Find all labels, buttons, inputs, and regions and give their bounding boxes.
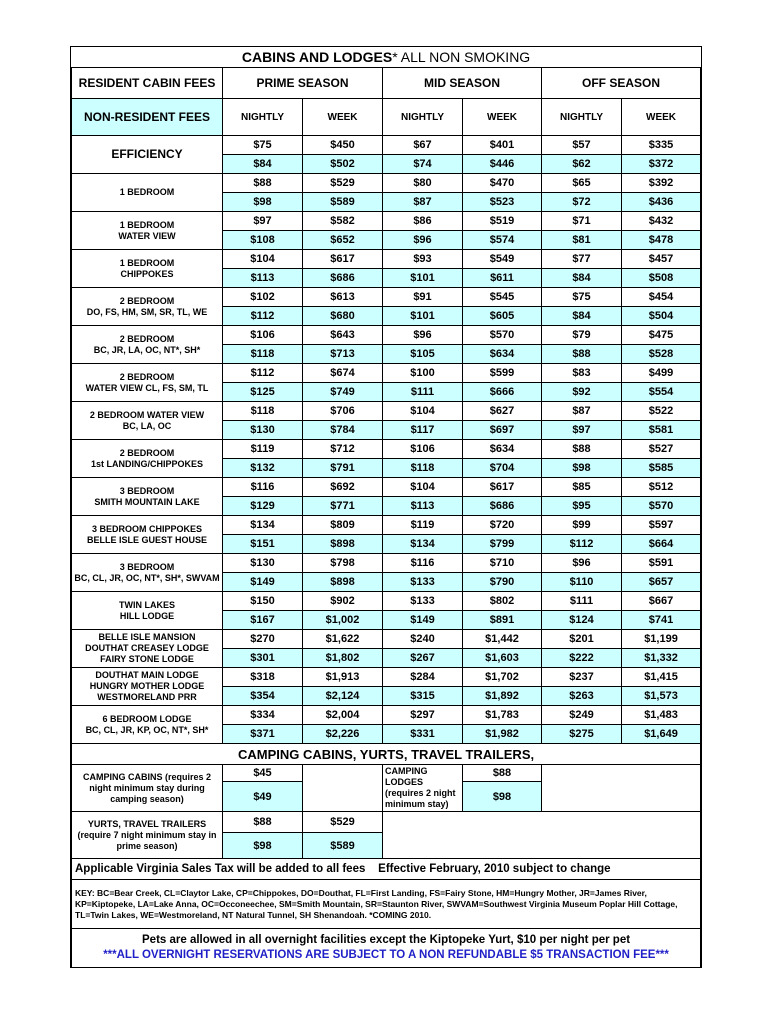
resident-rate-cell: $106	[383, 440, 463, 459]
resident-rate-cell: $634	[463, 440, 542, 459]
nonresident-rate-cell: $149	[223, 573, 303, 592]
resident-rate-cell: $902	[303, 592, 383, 611]
resident-rate-cell: $2,004	[303, 706, 383, 725]
camping-rates-table	[71, 744, 701, 968]
prime-season-header: PRIME SEASON	[223, 68, 383, 99]
camping-lodges-nonresident: $98	[463, 782, 542, 812]
resident-rate-cell: $240	[383, 630, 463, 649]
cabin-type-label	[72, 136, 223, 174]
cabin-type-line: FAIRY STONE LODGE	[100, 654, 194, 664]
resident-rate-cell: $617	[463, 478, 542, 497]
resident-rate-cell: $96	[542, 554, 622, 573]
cabin-type-label	[72, 630, 223, 668]
resident-rate-cell: $627	[463, 402, 542, 421]
cabin-type-line: WATER VIEW	[118, 230, 176, 241]
cabin-type-line: 2 BEDROOM	[119, 295, 175, 306]
cabin-type-line: BC, LA, OC	[122, 420, 172, 431]
nonresident-rate-cell: $134	[383, 535, 463, 554]
cabin-type-line: 1 BEDROOM	[119, 257, 175, 268]
nonresident-rate-cell: $790	[463, 573, 542, 592]
nonresident-rate-cell: $117	[383, 421, 463, 440]
nonresident-rate-cell: $666	[463, 383, 542, 402]
cabin-type-line: WESTMORELAND PRR	[97, 692, 197, 702]
resident-rate-cell: $133	[383, 592, 463, 611]
resident-rate-cell: $88	[223, 174, 303, 193]
nonresident-rate-cell: $574	[463, 231, 542, 250]
resident-rate-cell: $116	[383, 554, 463, 573]
nonresident-rate-cell: $132	[223, 459, 303, 478]
nonresident-rate-cell: $88	[542, 345, 622, 364]
resident-rate-cell: $522	[622, 402, 701, 421]
nonresident-rate-cell: $585	[622, 459, 701, 478]
nonresident-rate-cell: $81	[542, 231, 622, 250]
nonresident-rate-cell: $446	[463, 155, 542, 174]
resident-rate-cell: $80	[383, 174, 463, 193]
resident-rate-cell: $706	[303, 402, 383, 421]
nonresident-rate-cell: $1,649	[622, 725, 701, 744]
cabin-type-line: WATER VIEW CL, FS, SM, TL	[85, 382, 209, 393]
resident-rate-cell: $597	[622, 516, 701, 535]
resident-rate-cell: $86	[383, 212, 463, 231]
nonresident-rate-cell: $112	[542, 535, 622, 554]
nonresident-rate-cell: $92	[542, 383, 622, 402]
cabin-type-label	[72, 174, 223, 212]
resident-rate-cell: $118	[223, 402, 303, 421]
nonresident-rate-cell: $118	[383, 459, 463, 478]
resident-rate-cell: $104	[383, 402, 463, 421]
cabin-type-line: DO, FS, HM, SM, SR, TL, WE	[86, 306, 208, 317]
resident-rate-cell: $270	[223, 630, 303, 649]
off-nightly-header: NIGHTLY	[542, 99, 622, 136]
nonresident-rate-cell: $96	[383, 231, 463, 250]
nonresident-rate-cell: $1,002	[303, 611, 383, 630]
resident-fees-header: RESIDENT CABIN FEES	[72, 68, 223, 99]
resident-rate-cell: $454	[622, 288, 701, 307]
resident-rate-cell: $57	[542, 136, 622, 155]
resident-rate-cell: $432	[622, 212, 701, 231]
transaction-fee-notice: ***ALL OVERNIGHT RESERVATIONS ARE SUBJECT TO A NON REFUNDABLE $5 TRANSACTION FEE***	[103, 949, 669, 961]
nonresident-rate-cell: $118	[223, 345, 303, 364]
nonresident-rate-cell: $354	[223, 687, 303, 706]
resident-rate-cell: $582	[303, 212, 383, 231]
resident-rate-cell: $104	[223, 250, 303, 269]
nonresident-rate-cell: $713	[303, 345, 383, 364]
cabin-type-line: 3 BEDROOM	[119, 561, 175, 572]
resident-rate-cell: $512	[622, 478, 701, 497]
cabin-type-line: CHIPPOKES	[120, 268, 174, 279]
mid-season-header: MID SEASON	[383, 68, 542, 99]
resident-rate-cell: $667	[622, 592, 701, 611]
resident-rate-cell: $87	[542, 402, 622, 421]
cabin-type-line: 1 BEDROOM	[119, 187, 175, 197]
nonresident-rate-cell: $898	[303, 573, 383, 592]
resident-rate-cell: $499	[622, 364, 701, 383]
resident-rate-cell: $1,199	[622, 630, 701, 649]
resident-rate-cell: $67	[383, 136, 463, 155]
nonresident-rate-cell: $605	[463, 307, 542, 326]
nonresident-rate-cell: $112	[223, 307, 303, 326]
nonresident-rate-cell: $502	[303, 155, 383, 174]
nonresident-fees-header: NON-RESIDENT FEES	[72, 99, 223, 136]
nonresident-rate-cell: $680	[303, 307, 383, 326]
nonresident-rate-cell: $697	[463, 421, 542, 440]
resident-rate-cell: $529	[303, 174, 383, 193]
resident-rate-cell: $470	[463, 174, 542, 193]
nonresident-rate-cell: $741	[622, 611, 701, 630]
cabin-type-line: 2 BEDROOM WATER VIEW	[89, 409, 205, 420]
cabin-type-label	[72, 668, 223, 706]
pets-policy	[72, 929, 701, 968]
nonresident-rate-cell: $87	[383, 193, 463, 212]
resident-rate-cell: $112	[223, 364, 303, 383]
camping-cabins-label: CAMPING CABINS (requires 2 night minimum stay during camping season)	[72, 765, 223, 812]
camping-lodges-resident: $88	[463, 765, 542, 782]
nonresident-rate-cell: $124	[542, 611, 622, 630]
resident-rate-cell: $150	[223, 592, 303, 611]
resident-rate-cell: $88	[542, 440, 622, 459]
nonresident-rate-cell: $167	[223, 611, 303, 630]
resident-rate-cell: $710	[463, 554, 542, 573]
nonresident-rate-cell: $664	[622, 535, 701, 554]
nonresident-rate-cell: $1,573	[622, 687, 701, 706]
nonresident-rate-cell: $898	[303, 535, 383, 554]
nonresident-rate-cell: $2,226	[303, 725, 383, 744]
nonresident-rate-cell: $98	[542, 459, 622, 478]
nonresident-rate-cell: $508	[622, 269, 701, 288]
cabin-type-label	[72, 288, 223, 326]
resident-rate-cell: $297	[383, 706, 463, 725]
cabin-type-label	[72, 212, 223, 250]
cabin-type-line: TWIN LAKES	[119, 599, 175, 610]
resident-rate-cell: $75	[223, 136, 303, 155]
cabin-type-label	[72, 440, 223, 478]
cabin-type-line: SMITH MOUNTAIN LAKE	[94, 496, 200, 507]
nonresident-rate-cell: $105	[383, 345, 463, 364]
resident-rate-cell: $75	[542, 288, 622, 307]
resident-rate-cell: $111	[542, 592, 622, 611]
resident-rate-cell: $116	[223, 478, 303, 497]
yurts-empty	[383, 812, 701, 859]
nonresident-rate-cell: $2,124	[303, 687, 383, 706]
resident-rate-cell: $97	[223, 212, 303, 231]
page-title-rest: * ALL NON SMOKING	[392, 49, 531, 65]
resident-rate-cell: $545	[463, 288, 542, 307]
cabin-type-line: 3 BEDROOM CHIPPOKES	[91, 523, 203, 534]
resident-rate-cell: $401	[463, 136, 542, 155]
yurts-label: YURTS, TRAVEL TRAILERS (require 7 night minimum stay in prime season)	[72, 812, 223, 859]
nonresident-rate-cell: $1,603	[463, 649, 542, 668]
off-season-header: OFF SEASON	[542, 68, 701, 99]
cabin-type-label	[72, 402, 223, 440]
cabin-type-label	[72, 592, 223, 630]
nonresident-rate-cell: $315	[383, 687, 463, 706]
resident-rate-cell: $643	[303, 326, 383, 345]
resident-rate-cell: $1,415	[622, 668, 701, 687]
nonresident-rate-cell: $1,802	[303, 649, 383, 668]
nonresident-rate-cell: $686	[303, 269, 383, 288]
cabin-type-line: 3 BEDROOM	[119, 485, 175, 496]
park-key: KEY: BC=Bear Creek, CL=Claytor Lake, CP=Chippokes, DO=Douthat, FL=First Landing, FS=Fairy Stone, HM=Hungry Mother, JR=James River, KP=Kiptopeke, LA=Lake Anna, OC=Occoneechee, SM=Smith Mountain, SR=Staunton River, SWVAM=Southwest Virginia Museum Poplar Hill Cottage, TL=Twin Lakes, WE=Westmoreland, NT Natural Tunnel, SH Shenandoah. *COMING 2010.	[72, 880, 701, 929]
nonresident-rate-cell: $267	[383, 649, 463, 668]
nonresident-rate-cell: $130	[223, 421, 303, 440]
nonresident-rate-cell: $129	[223, 497, 303, 516]
resident-rate-cell: $71	[542, 212, 622, 231]
camping-cabins-resident: $45	[223, 765, 303, 782]
prime-nightly-header: NIGHTLY	[223, 99, 303, 136]
nonresident-rate-cell: $133	[383, 573, 463, 592]
cabin-type-line: BELLE ISLE GUEST HOUSE	[86, 534, 207, 545]
nonresident-rate-cell: $611	[463, 269, 542, 288]
resident-rate-cell: $284	[383, 668, 463, 687]
nonresident-rate-cell: $101	[383, 307, 463, 326]
nonresident-rate-cell: $799	[463, 535, 542, 554]
cabin-rates-table	[71, 47, 701, 744]
nonresident-rate-cell: $371	[223, 725, 303, 744]
resident-rate-cell: $335	[622, 136, 701, 155]
nonresident-rate-cell: $478	[622, 231, 701, 250]
resident-rate-cell: $104	[383, 478, 463, 497]
yurts-nonresident-week: $589	[303, 833, 383, 859]
resident-rate-cell: $77	[542, 250, 622, 269]
cabin-type-label	[72, 516, 223, 554]
nonresident-rate-cell: $791	[303, 459, 383, 478]
resident-rate-cell: $201	[542, 630, 622, 649]
tax-note: Applicable Virginia Sales Tax will be added to all fees Effective February, 2010 subject to change	[72, 859, 701, 880]
nonresident-rate-cell: $1,982	[463, 725, 542, 744]
nonresident-rate-cell: $84	[542, 307, 622, 326]
yurts-resident-week: $529	[303, 812, 383, 833]
nonresident-rate-cell: $1,892	[463, 687, 542, 706]
resident-rate-cell: $96	[383, 326, 463, 345]
cabin-type-label	[72, 706, 223, 744]
cabin-type-line: 2 BEDROOM	[119, 333, 175, 344]
resident-rate-cell: $99	[542, 516, 622, 535]
cabin-type-label	[72, 478, 223, 516]
resident-rate-cell: $65	[542, 174, 622, 193]
camping-cabins-nonresident: $49	[223, 782, 303, 812]
nonresident-rate-cell: $657	[622, 573, 701, 592]
resident-rate-cell: $712	[303, 440, 383, 459]
resident-rate-cell: $519	[463, 212, 542, 231]
cabin-type-line: HILL LODGE	[119, 610, 175, 621]
nonresident-rate-cell: $263	[542, 687, 622, 706]
nonresident-rate-cell: $1,332	[622, 649, 701, 668]
resident-rate-cell: $83	[542, 364, 622, 383]
nonresident-rate-cell: $113	[223, 269, 303, 288]
cabin-type-line: DOUTHAT MAIN LODGE	[95, 670, 199, 680]
nonresident-rate-cell: $108	[223, 231, 303, 250]
resident-rate-cell: $91	[383, 288, 463, 307]
nonresident-rate-cell: $331	[383, 725, 463, 744]
resident-rate-cell: $106	[223, 326, 303, 345]
resident-rate-cell: $1,783	[463, 706, 542, 725]
resident-rate-cell: $102	[223, 288, 303, 307]
cabin-type-line: BC, JR, LA, OC, NT*, SH*	[93, 344, 201, 355]
nonresident-rate-cell: $98	[223, 193, 303, 212]
resident-rate-cell: $392	[622, 174, 701, 193]
page-title	[72, 47, 701, 68]
cabin-type-label	[72, 250, 223, 288]
nonresident-rate-cell: $504	[622, 307, 701, 326]
nonresident-rate-cell: $101	[383, 269, 463, 288]
resident-rate-cell: $1,483	[622, 706, 701, 725]
nonresident-rate-cell: $275	[542, 725, 622, 744]
camping-lodges-label: CAMPING LODGES (requires 2 night minimum stay)	[383, 765, 463, 812]
resident-rate-cell: $450	[303, 136, 383, 155]
yurts-resident-nightly: $88	[223, 812, 303, 833]
resident-rate-cell: $599	[463, 364, 542, 383]
nonresident-rate-cell: $84	[223, 155, 303, 174]
resident-rate-cell: $318	[223, 668, 303, 687]
cabin-type-line: BC, CL, JR, KP, OC, NT*, SH*	[85, 724, 209, 735]
resident-rate-cell: $457	[622, 250, 701, 269]
resident-rate-cell: $100	[383, 364, 463, 383]
nonresident-rate-cell: $222	[542, 649, 622, 668]
nonresident-rate-cell: $589	[303, 193, 383, 212]
prime-week-header: WEEK	[303, 99, 383, 136]
camping-lodges-empty	[542, 765, 701, 812]
nonresident-rate-cell: $149	[383, 611, 463, 630]
cabin-type-line: 6 BEDROOM LODGE	[102, 713, 192, 724]
nonresident-rate-cell: $749	[303, 383, 383, 402]
nonresident-rate-cell: $125	[223, 383, 303, 402]
nonresident-rate-cell: $891	[463, 611, 542, 630]
resident-rate-cell: $591	[622, 554, 701, 573]
resident-rate-cell: $1,442	[463, 630, 542, 649]
nonresident-rate-cell: $72	[542, 193, 622, 212]
cabin-type-label	[72, 364, 223, 402]
resident-rate-cell: $237	[542, 668, 622, 687]
nonresident-rate-cell: $95	[542, 497, 622, 516]
cabin-type-line: DOUTHAT CREASEY LODGE	[85, 643, 209, 653]
camping-section-title: CAMPING CABINS, YURTS, TRAVEL TRAILERS,	[72, 744, 701, 765]
nonresident-rate-cell: $84	[542, 269, 622, 288]
resident-rate-cell: $1,702	[463, 668, 542, 687]
cabin-type-line: BELLE ISLE MANSION	[98, 632, 196, 642]
nonresident-rate-cell: $771	[303, 497, 383, 516]
nonresident-rate-cell: $634	[463, 345, 542, 364]
nonresident-rate-cell: $111	[383, 383, 463, 402]
resident-rate-cell: $549	[463, 250, 542, 269]
nonresident-rate-cell: $436	[622, 193, 701, 212]
nonresident-rate-cell: $686	[463, 497, 542, 516]
nonresident-rate-cell: $62	[542, 155, 622, 174]
resident-rate-cell: $809	[303, 516, 383, 535]
cabin-type-line: 2 BEDROOM	[119, 371, 175, 382]
nonresident-rate-cell: $74	[383, 155, 463, 174]
resident-rate-cell: $570	[463, 326, 542, 345]
cabin-type-line: HUNGRY MOTHER LODGE	[89, 681, 205, 691]
nonresident-rate-cell: $784	[303, 421, 383, 440]
resident-rate-cell: $93	[383, 250, 463, 269]
resident-rate-cell: $674	[303, 364, 383, 383]
resident-rate-cell: $613	[303, 288, 383, 307]
cabin-type-line: 2 BEDROOM	[119, 447, 175, 458]
nonresident-rate-cell: $704	[463, 459, 542, 478]
cabin-type-label	[72, 554, 223, 592]
resident-rate-cell: $134	[223, 516, 303, 535]
resident-rate-cell: $692	[303, 478, 383, 497]
resident-rate-cell: $802	[463, 592, 542, 611]
resident-rate-cell: $798	[303, 554, 383, 573]
nonresident-rate-cell: $652	[303, 231, 383, 250]
mid-nightly-header: NIGHTLY	[383, 99, 463, 136]
camping-cabins-week-empty	[303, 765, 383, 812]
nonresident-rate-cell: $151	[223, 535, 303, 554]
nonresident-rate-cell: $528	[622, 345, 701, 364]
resident-rate-cell: $475	[622, 326, 701, 345]
resident-rate-cell: $1,622	[303, 630, 383, 649]
pets-note: Pets are allowed in all overnight facilities except the Kiptopeke Yurt, $10 per night per pet	[142, 934, 631, 946]
resident-rate-cell: $79	[542, 326, 622, 345]
resident-rate-cell: $119	[223, 440, 303, 459]
nonresident-rate-cell: $581	[622, 421, 701, 440]
nonresident-rate-cell: $554	[622, 383, 701, 402]
resident-rate-cell: $334	[223, 706, 303, 725]
cabin-type-line: EFFICIENCY	[111, 147, 183, 161]
cabin-type-line: 1 BEDROOM	[119, 219, 175, 230]
nonresident-rate-cell: $301	[223, 649, 303, 668]
resident-rate-cell: $527	[622, 440, 701, 459]
page-title-main: CABINS AND LODGES	[241, 49, 393, 65]
nonresident-rate-cell: $113	[383, 497, 463, 516]
cabin-type-line: BC, CL, JR, OC, NT*, SH*, SWVAM	[74, 572, 220, 583]
resident-rate-cell: $1,913	[303, 668, 383, 687]
resident-rate-cell: $85	[542, 478, 622, 497]
nonresident-rate-cell: $97	[542, 421, 622, 440]
rate-sheet	[70, 46, 702, 968]
nonresident-rate-cell: $523	[463, 193, 542, 212]
mid-week-header: WEEK	[463, 99, 542, 136]
nonresident-rate-cell: $372	[622, 155, 701, 174]
off-week-header: WEEK	[622, 99, 701, 136]
nonresident-rate-cell: $110	[542, 573, 622, 592]
cabin-type-line: 1st LANDING/CHIPPOKES	[90, 458, 204, 469]
resident-rate-cell: $720	[463, 516, 542, 535]
yurts-nonresident-nightly: $98	[223, 833, 303, 859]
nonresident-rate-cell: $570	[622, 497, 701, 516]
resident-rate-cell: $617	[303, 250, 383, 269]
cabin-type-label	[72, 326, 223, 364]
resident-rate-cell: $130	[223, 554, 303, 573]
resident-rate-cell: $249	[542, 706, 622, 725]
resident-rate-cell: $119	[383, 516, 463, 535]
